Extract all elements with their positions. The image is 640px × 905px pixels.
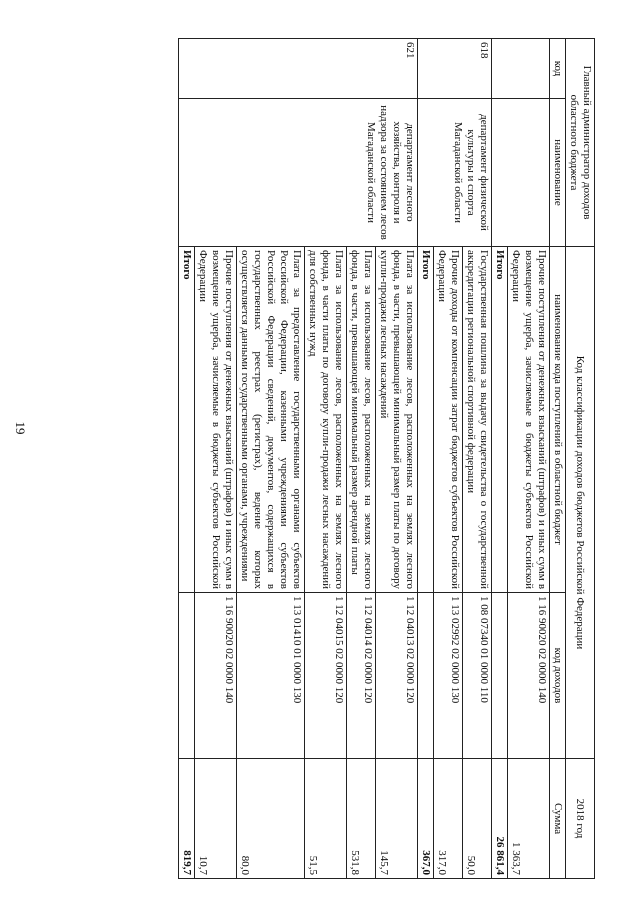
sum-value: 50,0 xyxy=(463,759,492,879)
income-name: Плата за предоставление государственными органами субъектов Российской Федерации, казенными учреждениями субъектов Российской Федерации сведений, документов, содержащихся в государственных реестрах (регистрах), ведение которых осуществляется данными государственными органами, учреждениями xyxy=(237,247,305,593)
income-name: Прочие доходы от компенсации затрат бюджетов субъектов Российской Федерации xyxy=(434,247,463,593)
income-code: 1 13 01410 01 0000 130 xyxy=(237,593,305,759)
sum-value: 1 363,7 xyxy=(508,759,550,879)
sum-value: 10,7 xyxy=(195,759,237,879)
income-code: 1 12 04015 02 0000 120 xyxy=(305,593,347,759)
income-name: Прочие поступления от денежных взысканий (штрафов) и иных сумм в возмещение ущерба, зачисляемые в бюджеты субъектов Российской Федерации xyxy=(195,247,237,593)
income-name: Плата за использование лесов, расположенных на землях лесного фонда, в части платы по договору купли-продажи лесных насаждений для собственных нужд xyxy=(305,247,347,593)
page-number: 19 xyxy=(13,421,28,435)
income-name: Плата за использование лесов, расположенных на землях лесного фонда, в части, превышающей минимальный размер арендной платы xyxy=(347,247,376,593)
total-sum: 26 861,4 xyxy=(492,759,508,879)
header-sum: Сумма xyxy=(550,759,566,879)
header-year: 2018 год xyxy=(566,759,595,879)
header-admin: Главный администратор доходов областного бюджета xyxy=(566,39,595,247)
total-sum: 819,7 xyxy=(179,759,195,879)
budget-income-table xyxy=(178,38,595,879)
header-admin-name: наименование xyxy=(550,99,566,247)
header-income-code: код доходов xyxy=(550,593,566,759)
admin-name: департамент лесного хозяйства, контроля и надзора за состоянием лесов Магаданской области xyxy=(179,99,418,247)
header-income-name: наименование кода поступлений в областной бюджет xyxy=(550,247,566,593)
income-name: Плата за использование лесов, расположенных на землях лесного фонда, в части, превышающей минимальный размер платы по договору купли-продажи лесных насаждений xyxy=(376,247,418,593)
income-name: Государственная пошлина за выдачу свидетельства о государственной аккредитации региональной спортивной федерации xyxy=(463,247,492,593)
admin-name: департамент физической культуры и спорта Магаданской области xyxy=(418,99,492,247)
income-code: 1 08 07340 01 0000 110 xyxy=(463,593,492,759)
income-code: 1 12 04013 02 0000 120 xyxy=(376,593,418,759)
sum-value: 51,5 xyxy=(305,759,347,879)
total-sum: 367,0 xyxy=(418,759,434,879)
income-name: Прочие поступления от денежных взысканий (штрафов) и иных сумм в возмещение ущерба, зачисляемые в бюджеты субъектов Российской Федерации xyxy=(508,247,550,593)
header-code-classification: Код классификации доходов бюджетов Российской Федерации xyxy=(566,247,595,759)
sum-value: 80,0 xyxy=(237,759,305,879)
rotated-table-container xyxy=(55,38,595,878)
table-row xyxy=(463,39,492,879)
admin-code: 621 xyxy=(179,39,418,99)
income-code: 1 16 90020 02 0000 140 xyxy=(195,593,237,759)
admin-code: 618 xyxy=(418,39,492,99)
table-row xyxy=(376,39,418,879)
total-label: Итого xyxy=(179,247,195,593)
total-label: Итого xyxy=(492,247,508,593)
header-admin-code: код xyxy=(550,39,566,99)
income-code: 1 16 90020 02 0000 140 xyxy=(508,593,550,759)
income-code: 1 13 02992 02 0000 130 xyxy=(434,593,463,759)
sum-value: 531,8 xyxy=(347,759,376,879)
income-code: 1 12 04014 02 0000 120 xyxy=(347,593,376,759)
sum-value: 145,7 xyxy=(376,759,418,879)
table-row xyxy=(508,39,550,879)
total-label: Итого xyxy=(418,247,434,593)
sum-value: 317,0 xyxy=(434,759,463,879)
